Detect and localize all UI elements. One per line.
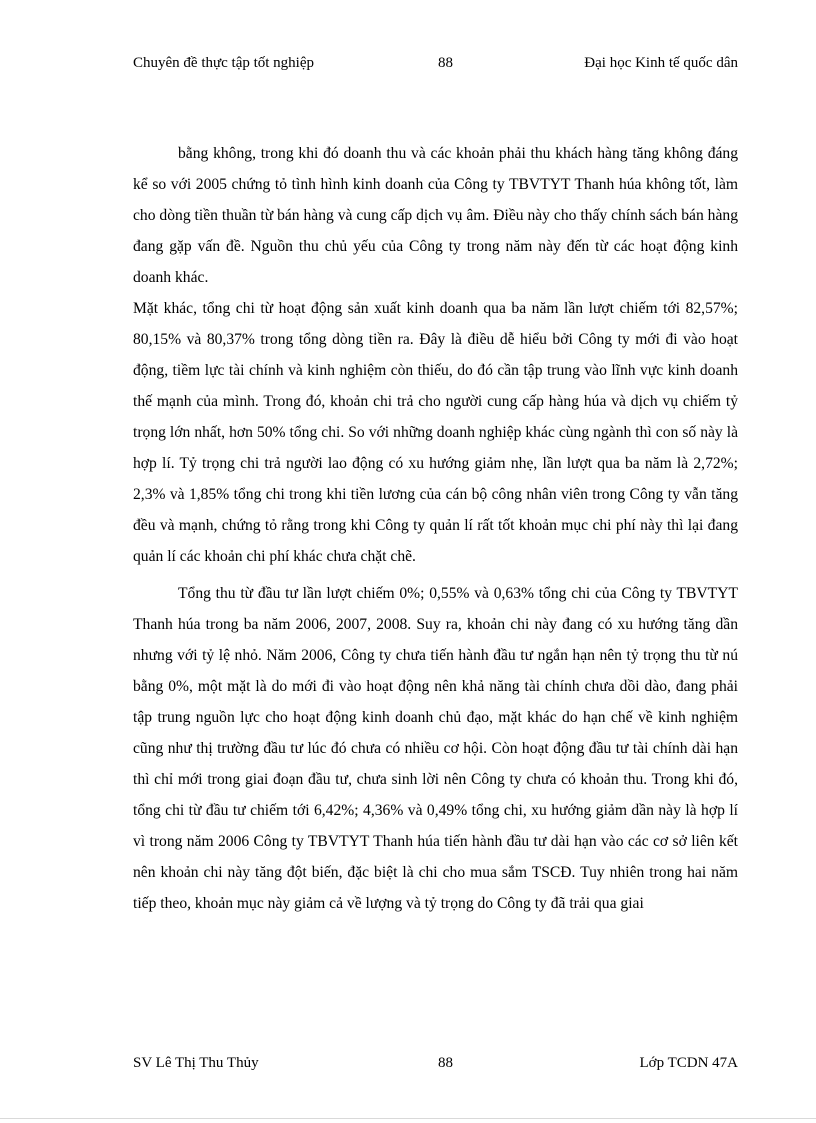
page-header	[133, 52, 738, 74]
header-thesis-title: Chuyên đề thực tập tốt nghiệp	[133, 55, 315, 71]
paragraph-operating-expenses: Mặt khác, tổng chi từ hoạt động sản xuất kinh doanh qua ba năm lần lượt chiếm tới 82,57%; 80,15% và 80,37% trong tổng dòng tiền ra. Đây là điều dễ hiểu bởi Công ty mới đi vào hoạt động, tiềm lực tài chính và kinh nghiệm còn thiếu, do đó cần tập trung vào lĩnh vực kinh doanh thế mạnh của mình. Trong đó, khoản chi trả cho người cung cấp hàng húa và dịch vụ chiếm tỷ trọng lớn nhất, hơn 50% tổng chi. So với những doanh nghiệp khác cùng ngành thì con số này là hợp lí. Tỷ trọng chi trả người lao động có xu hướng giảm nhẹ, lần lượt qua ba năm là 2,72%; 2,3% và 1,85% tổng chi trong khi tiền lương của cán bộ công nhân viên trong Công ty vẫn tăng đều và mạnh, chứng tỏ rằng trong khi Công ty quản lí rất tốt khoản mục chi phí này thì lại đang quản lí các khoản chi phí khác chưa chặt chẽ.	[133, 300, 738, 565]
body-text	[133, 138, 738, 919]
paragraph-investment: Tổng thu từ đầu tư lần lượt chiếm 0%; 0,55% và 0,63% tổng chi của Công ty TBVTYT Thanh húa trong ba năm 2006, 2007, 2008. Suy ra, khoản chi này đang có xu hướng tăng dần nhưng với tỷ lệ nhỏ. Năm 2006, Công ty chưa tiến hành đầu tư ngắn hạn nên tỷ trọng thu từ nú bằng 0%, một mặt là do mới đi vào hoạt động nên khả năng tài chính chưa dồi dào, đang phải tập trung nguồn lực cho hoạt động kinh doanh chủ đạo, mặt khác do hạn chế về kinh nghiệm cũng như thị trường đầu tư lúc đó chưa có nhiều cơ hội. Còn hoạt động đầu tư tài chính dài hạn thì chỉ mới trong giai đoạn đầu tư, chưa sinh lời nên Công ty chưa có khoản thu. Trong khi đó, tổng chi từ đầu tư chiếm tới 6,42%; 4,36% và 0,49% tổng chi, xu hướng giảm dần này là hợp lí vì trong năm 2006 Công ty TBVTYT Thanh húa tiến hành đầu tư dài hạn vào các cơ sở liên kết nên khoản chi này tăng đột biến, đặc biệt là chi cho mua sắm TSCĐ. Tuy nhiên trong hai năm tiếp theo, khoản mục này giảm cả về lượng và tỷ trọng do Công ty đã trải qua giai	[133, 585, 738, 912]
page-footer	[133, 1052, 738, 1074]
page-bottom-divider	[0, 1118, 816, 1119]
paragraph-cash-flow-sales: bằng không, trong khi đó doanh thu và các khoản phải thu khách hàng tăng không đáng kể so với 2005 chứng tỏ tình hình kinh doanh của Công ty TBVTYT Thanh húa không tốt, làm cho dòng tiền thuần từ bán hàng và cung cấp dịch vụ âm. Điều này cho thấy chính sách bán hàng đang gặp vấn đề. Nguồn thu chủ yếu của Công ty trong năm này đến từ các hoạt động kinh doanh khác.	[133, 145, 738, 286]
footer-class: Lớp TCDN 47A	[639, 1055, 738, 1071]
footer-student-name: SV Lê Thị Thu Thủy	[133, 1055, 259, 1071]
footer-page-number: 88	[438, 1055, 453, 1071]
header-page-number: 88	[438, 55, 453, 71]
header-university: Đại học Kinh tế quốc dân	[584, 55, 738, 71]
